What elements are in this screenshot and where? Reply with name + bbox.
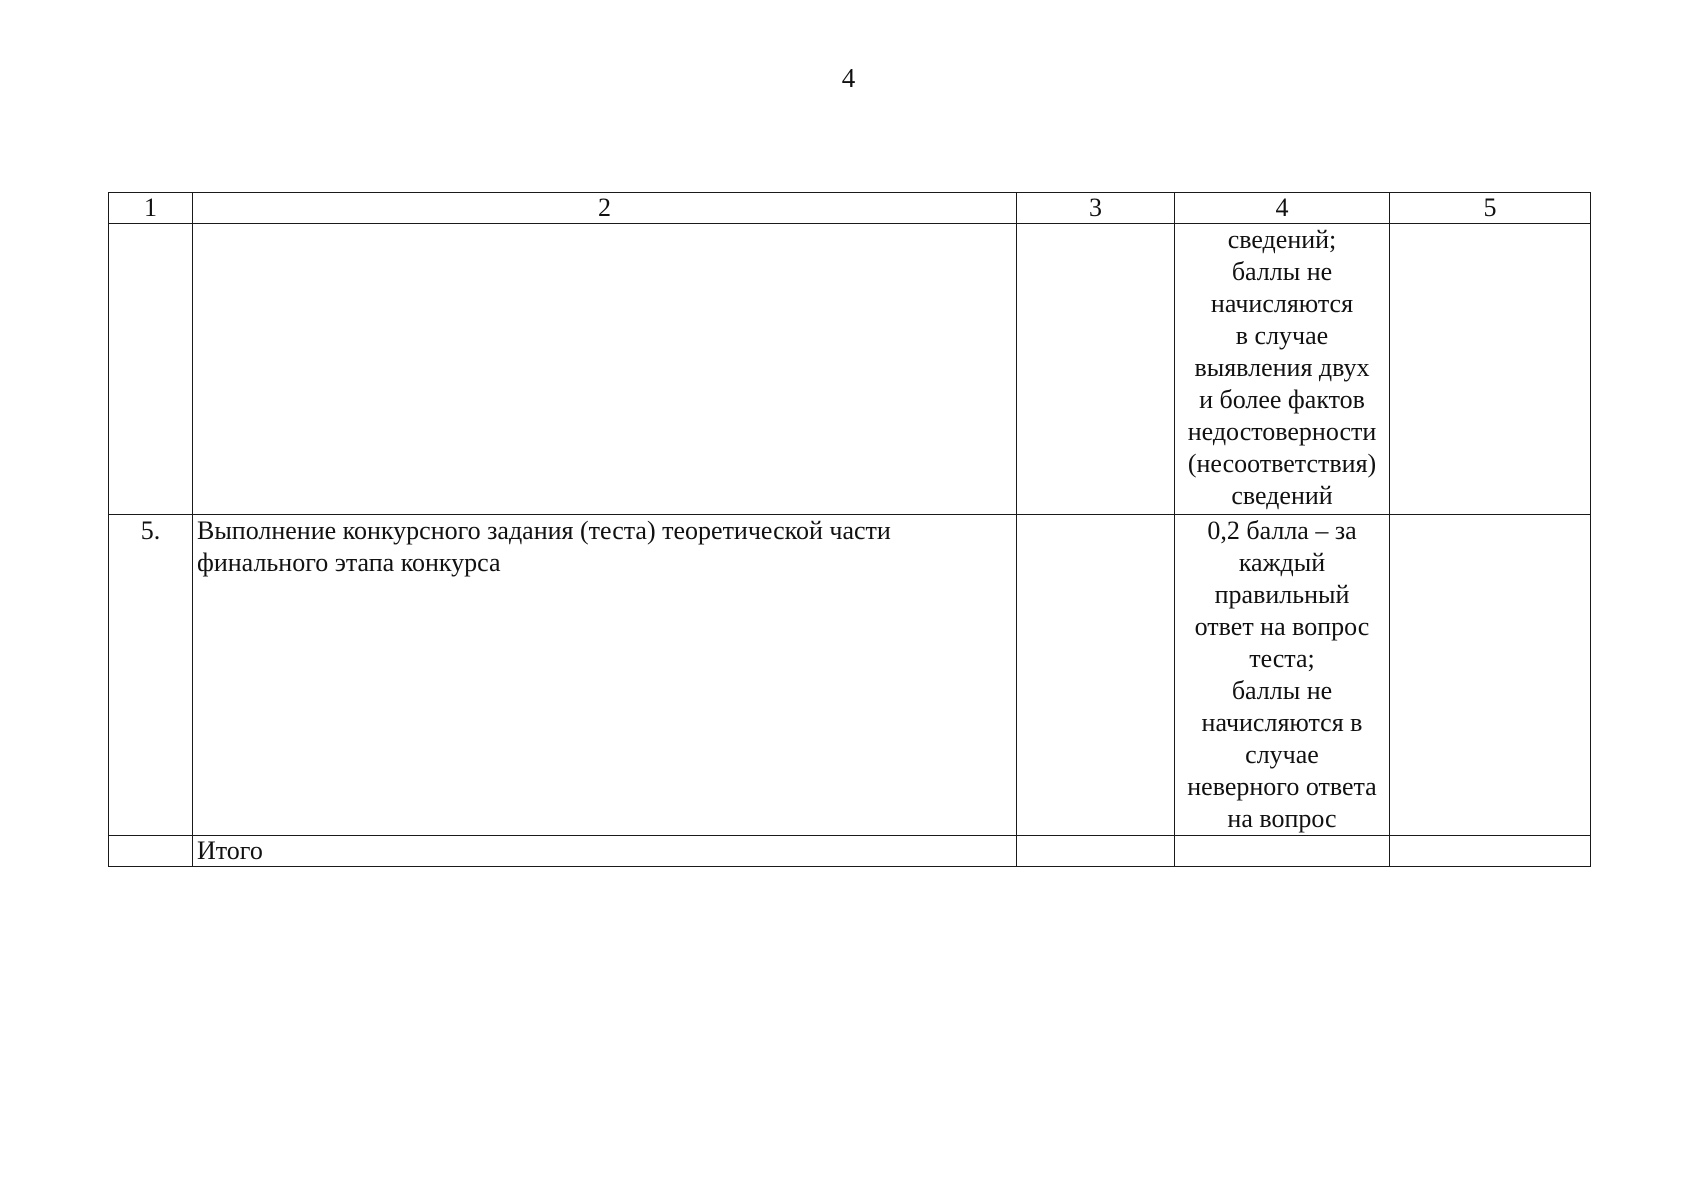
scoring-rule-cell: 0,2 балла – за каждый правильный ответ на вопрос теста; баллы не начисляются в случае неверного ответа на вопрос xyxy=(1175,515,1390,836)
criterion-cell: Выполнение конкурсного задания (теста) теоретической части финального этапа конкурса xyxy=(193,515,1017,836)
table-row xyxy=(109,224,1591,515)
criteria-table xyxy=(108,192,1591,867)
max-score-cell xyxy=(1017,836,1175,867)
max-score-cell xyxy=(1017,515,1175,836)
scoring-rule-cell: сведений; баллы не начисляются в случае выявления двух и более фактов недостоверности (несоответствия) сведений xyxy=(1175,224,1390,515)
row-number-cell xyxy=(109,836,193,867)
score-cell xyxy=(1390,836,1591,867)
total-label-cell: Итого xyxy=(193,836,1017,867)
header-cell-3: 3 xyxy=(1017,193,1175,224)
max-score-cell xyxy=(1017,224,1175,515)
table-header-row xyxy=(109,193,1591,224)
header-cell-2: 2 xyxy=(193,193,1017,224)
score-cell xyxy=(1390,224,1591,515)
table-row xyxy=(109,515,1591,836)
table-row-total xyxy=(109,836,1591,867)
row-number-cell xyxy=(109,224,193,515)
header-cell-5: 5 xyxy=(1390,193,1591,224)
scoring-rule-cell xyxy=(1175,836,1390,867)
row-number-cell: 5. xyxy=(109,515,193,836)
criterion-cell xyxy=(193,224,1017,515)
page-number: 4 xyxy=(841,63,856,93)
score-cell xyxy=(1390,515,1591,836)
header-cell-4: 4 xyxy=(1175,193,1390,224)
header-cell-1: 1 xyxy=(109,193,193,224)
